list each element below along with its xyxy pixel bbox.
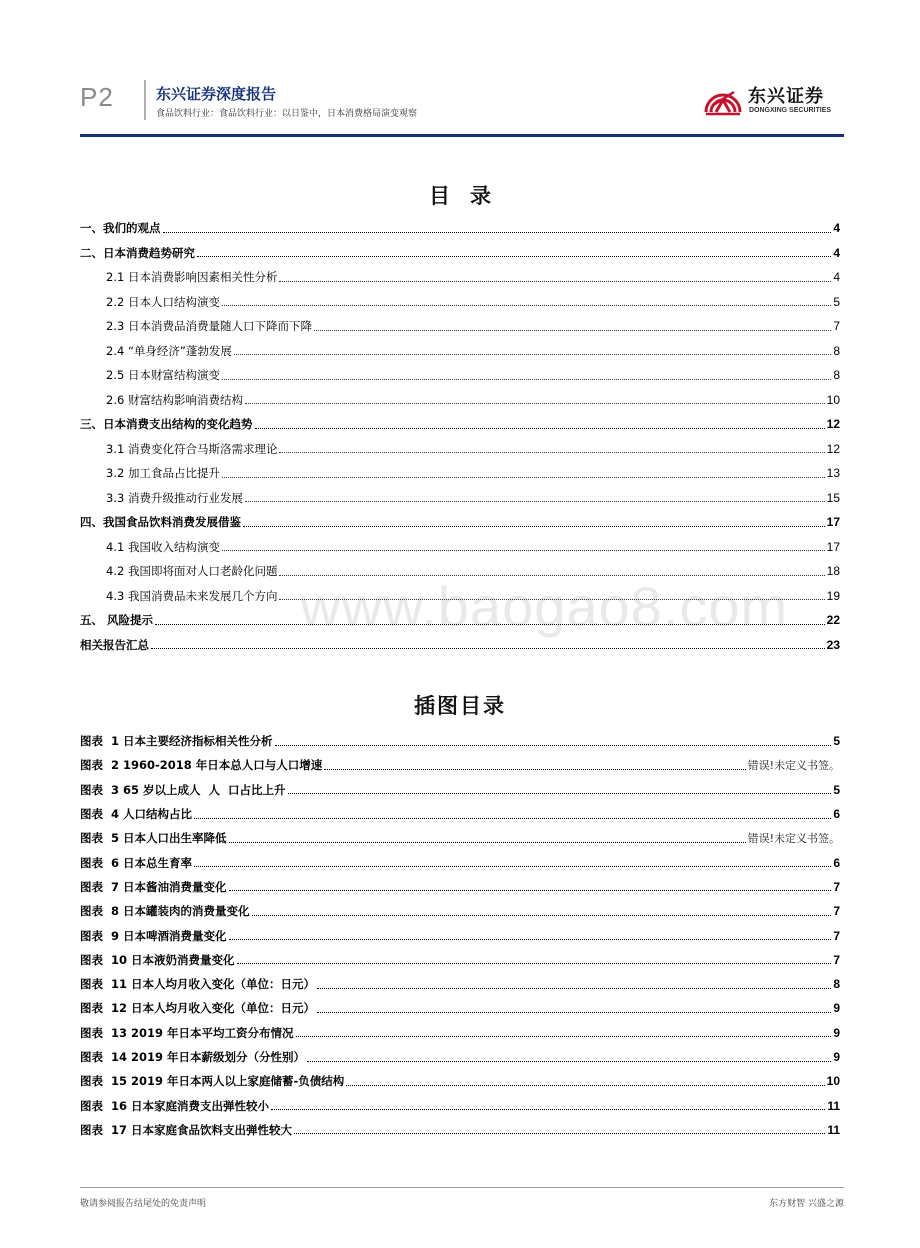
logo-english-name: DONGXING SECURITIES bbox=[749, 107, 832, 114]
figure-entry-page: 5 bbox=[833, 782, 840, 797]
figure-entry[interactable] bbox=[80, 826, 840, 850]
dot-leader bbox=[307, 1061, 831, 1062]
toc-entry-label: 三、日本消费支出结构的变化趋势 bbox=[80, 417, 253, 432]
toc-entry-label: 2.1 日本消费影响因素相关性分析 bbox=[106, 270, 278, 285]
dot-leader bbox=[279, 599, 824, 600]
toc-entry[interactable] bbox=[80, 584, 840, 609]
dot-leader bbox=[275, 745, 832, 746]
figure-entry-label: 图表 6 日本总生育率 bbox=[80, 855, 193, 870]
disclaimer-note: 敬请参阅报告结尾处的免责声明 bbox=[80, 1199, 207, 1209]
figure-entry-label: 图表 9 日本啤酒消费量变化 bbox=[80, 928, 227, 943]
dot-leader bbox=[222, 379, 831, 380]
figure-entry-label: 图表 17 日本家庭食品饮料支出弹性较大 bbox=[80, 1122, 293, 1137]
figure-entry-label: 图表 2 1960-2018 年日本总人口与人口增速 bbox=[80, 758, 323, 773]
figure-entry[interactable] bbox=[80, 778, 840, 802]
dot-leader bbox=[317, 988, 831, 989]
figure-entry-page: 错误!未定义书签。 bbox=[747, 759, 840, 773]
toc-entry-label: 4.1 我国收入结构演变 bbox=[106, 539, 220, 554]
figure-entry-label: 图表 10 日本液奶消费量变化 bbox=[80, 952, 235, 967]
toc-list bbox=[80, 216, 840, 657]
toc-entry-page: 15 bbox=[826, 490, 840, 505]
toc-entry[interactable] bbox=[80, 363, 840, 388]
toc-entry-label: 2.6 财富结构影响消费结构 bbox=[106, 392, 243, 407]
figure-entry-page: 6 bbox=[833, 855, 840, 870]
figure-entry-label: 图表 14 2019 年日本薪级划分（分性别） bbox=[80, 1050, 306, 1064]
toc-entry-page: 17 bbox=[826, 539, 840, 554]
figure-entry[interactable] bbox=[80, 1021, 840, 1045]
toc-entry-label: 四、我国食品饮料消费发展借鉴 bbox=[80, 515, 241, 530]
dot-leader bbox=[222, 550, 825, 551]
toc-entry-page: 18 bbox=[826, 564, 840, 579]
figure-entry-label: 图表 16 日本家庭消费支出弹性较小 bbox=[80, 1098, 270, 1113]
toc-entry-label: 相关报告汇总 bbox=[80, 637, 149, 652]
toc-entry[interactable] bbox=[80, 633, 840, 658]
dot-leader bbox=[163, 232, 832, 233]
toc-entry-page: 5 bbox=[833, 294, 840, 309]
dot-leader bbox=[252, 915, 832, 916]
footer-rule bbox=[80, 1187, 844, 1188]
toc-entry-label: 3.2 加工食品占比提升 bbox=[106, 466, 220, 481]
toc-entry-page: 13 bbox=[826, 466, 840, 481]
dot-leader bbox=[237, 963, 832, 964]
toc-entry[interactable] bbox=[80, 265, 840, 290]
figure-entry-label: 图表 4 人口结构占比 bbox=[80, 807, 193, 822]
toc-entry-page: 19 bbox=[826, 588, 840, 603]
figure-entry-label: 图表 7 日本酱油消费量变化 bbox=[80, 879, 227, 894]
toc-entry[interactable] bbox=[80, 559, 840, 584]
toc-entry-label: 3.3 消费升级推动行业发展 bbox=[106, 490, 243, 505]
toc-title: 目录 bbox=[429, 184, 511, 208]
dot-leader bbox=[294, 1133, 825, 1134]
figure-entry-label: 图表 13 2019 年日本平均工资分布情况 bbox=[80, 1025, 294, 1040]
dot-leader bbox=[234, 354, 831, 355]
page-number: P2 bbox=[80, 82, 114, 112]
toc-entry-page: 4 bbox=[833, 221, 840, 236]
toc-entry-label: 五、 风险提示 bbox=[80, 613, 154, 628]
dot-leader bbox=[194, 866, 831, 867]
toc-entry-page: 17 bbox=[826, 515, 840, 530]
figure-entry-label: 图表 12 日本人均月收入变化（单位：日元） bbox=[80, 1001, 316, 1016]
toc-entry-label: 2.4 “单身经济”蓬勃发展 bbox=[106, 343, 232, 358]
dot-leader bbox=[279, 281, 831, 282]
figure-entry[interactable] bbox=[80, 1093, 840, 1117]
figure-list bbox=[80, 729, 840, 1142]
dot-leader bbox=[197, 256, 831, 257]
dot-leader bbox=[324, 769, 745, 770]
toc-entry[interactable] bbox=[80, 290, 840, 315]
toc-entry-label: 4.3 我国消费品未来发展几个方向 bbox=[106, 588, 278, 603]
toc-entry[interactable] bbox=[80, 388, 840, 413]
report-subtitle: 食品饮料行业：食品饮料行业：以日鉴中，日本消费格局演变观察 bbox=[156, 109, 418, 119]
dot-leader bbox=[245, 403, 825, 404]
toc-entry-page: 8 bbox=[833, 343, 840, 358]
figure-entry-page: 错误!未定义书签。 bbox=[747, 832, 840, 846]
toc-entry[interactable] bbox=[80, 437, 840, 462]
dot-leader bbox=[317, 1012, 831, 1013]
figure-entry[interactable] bbox=[80, 948, 840, 972]
figure-entry-page: 9 bbox=[833, 1001, 840, 1016]
figure-entry-label: 图表 8 日本罐装肉的消费量变化 bbox=[80, 904, 250, 919]
dot-leader bbox=[296, 1036, 832, 1037]
figure-entry-page: 7 bbox=[833, 928, 840, 943]
figure-list-title: 插图目录 bbox=[414, 694, 506, 718]
figure-entry-page: 10 bbox=[826, 1074, 840, 1089]
toc-entry[interactable] bbox=[80, 461, 840, 486]
toc-entry-label: 3.1 消费变化符合马斯洛需求理论 bbox=[106, 441, 278, 456]
figure-entry-page: 9 bbox=[833, 1050, 840, 1064]
company-logo bbox=[702, 78, 844, 122]
dot-leader bbox=[288, 793, 832, 794]
dot-leader bbox=[151, 648, 825, 649]
toc-entry-label: 2.5 日本财富结构演变 bbox=[106, 368, 220, 383]
footer-slogan: 东方财智 兴盛之源 bbox=[769, 1199, 844, 1209]
toc-entry-label: 2.2 日本人口结构演变 bbox=[106, 294, 220, 309]
figure-entry-label: 图表 11 日本人均月收入变化（单位：日元） bbox=[80, 977, 316, 992]
dot-leader bbox=[279, 452, 824, 453]
dot-leader bbox=[245, 501, 825, 502]
figure-entry[interactable] bbox=[80, 1045, 840, 1069]
toc-entry-label: 2.3 日本消费品消费量随人口下降而下降 bbox=[106, 319, 312, 334]
figure-entry-page: 9 bbox=[833, 1025, 840, 1040]
figure-entry[interactable] bbox=[80, 899, 840, 923]
toc-entry[interactable] bbox=[80, 486, 840, 511]
dot-leader bbox=[279, 575, 824, 576]
figure-entry[interactable] bbox=[80, 850, 840, 874]
toc-entry-page: 8 bbox=[833, 368, 840, 383]
toc-entry-page: 10 bbox=[826, 392, 840, 407]
logo-mark-icon bbox=[702, 78, 744, 120]
figure-entry-page: 11 bbox=[827, 1098, 840, 1113]
figure-entry[interactable] bbox=[80, 1118, 840, 1142]
dot-leader bbox=[229, 842, 746, 843]
dot-leader bbox=[222, 305, 831, 306]
figure-entry-page: 7 bbox=[833, 952, 840, 967]
toc-entry[interactable] bbox=[80, 608, 840, 633]
dot-leader bbox=[229, 890, 832, 891]
toc-entry[interactable] bbox=[80, 241, 840, 266]
figure-entry[interactable] bbox=[80, 802, 840, 826]
figure-entry[interactable] bbox=[80, 729, 840, 753]
figure-entry[interactable] bbox=[80, 1069, 840, 1093]
toc-entry[interactable] bbox=[80, 510, 840, 535]
toc-entry[interactable] bbox=[80, 535, 840, 560]
figure-entry[interactable] bbox=[80, 972, 840, 996]
toc-entry[interactable] bbox=[80, 314, 840, 339]
header-rule bbox=[80, 134, 844, 137]
figure-entry[interactable] bbox=[80, 923, 840, 947]
toc-entry[interactable] bbox=[80, 412, 840, 437]
dot-leader bbox=[155, 624, 825, 625]
logo-name: 东兴证券 bbox=[748, 86, 824, 107]
figure-entry-page: 7 bbox=[833, 879, 840, 894]
toc-entry-label: 4.2 我国即将面对人口老龄化问题 bbox=[106, 564, 278, 579]
dot-leader bbox=[255, 428, 825, 429]
dot-leader bbox=[314, 330, 831, 331]
toc-entry-label: 二、日本消费趋势研究 bbox=[80, 245, 195, 260]
dot-leader bbox=[194, 818, 831, 819]
toc-entry-page: 12 bbox=[826, 417, 840, 432]
figure-entry-label: 图表 5 日本人口出生率降低 bbox=[80, 831, 227, 846]
dot-leader bbox=[346, 1085, 824, 1086]
figure-entry-label: 图表 1 日本主要经济指标相关性分析 bbox=[80, 734, 273, 749]
toc-entry-page: 22 bbox=[826, 613, 840, 628]
report-type: 东兴证券深度报告 bbox=[156, 85, 277, 103]
toc-entry[interactable] bbox=[80, 339, 840, 364]
figure-entry[interactable] bbox=[80, 875, 840, 899]
toc-entry-page: 12 bbox=[826, 441, 840, 456]
toc-entry-page: 4 bbox=[833, 270, 840, 285]
toc-entry-page: 7 bbox=[833, 319, 840, 334]
figure-entry-page: 11 bbox=[827, 1122, 840, 1137]
toc-entry-page: 23 bbox=[826, 637, 840, 652]
dot-leader bbox=[271, 1109, 825, 1110]
figure-entry-page: 5 bbox=[833, 734, 840, 749]
figure-entry-label: 图表 3 65 岁以上成人 人 口占比上升 bbox=[80, 782, 286, 797]
header-divider bbox=[144, 80, 146, 120]
watermark: www.baogao8.com bbox=[300, 575, 789, 638]
figure-entry-page: 8 bbox=[833, 977, 840, 992]
page-header bbox=[80, 76, 844, 138]
toc-entry-page: 4 bbox=[833, 245, 840, 260]
figure-entry-page: 6 bbox=[833, 807, 840, 822]
dot-leader bbox=[229, 939, 832, 940]
toc-entry[interactable] bbox=[80, 216, 840, 241]
figure-entry-page: 7 bbox=[833, 904, 840, 919]
toc-entry-label: 一、我们的观点 bbox=[80, 221, 161, 236]
figure-entry[interactable] bbox=[80, 996, 840, 1020]
dot-leader bbox=[243, 526, 825, 527]
figure-entry-label: 图表 15 2019 年日本两人以上家庭储蓄-负债结构 bbox=[80, 1074, 345, 1089]
figure-entry[interactable] bbox=[80, 753, 840, 777]
dot-leader bbox=[222, 477, 825, 478]
